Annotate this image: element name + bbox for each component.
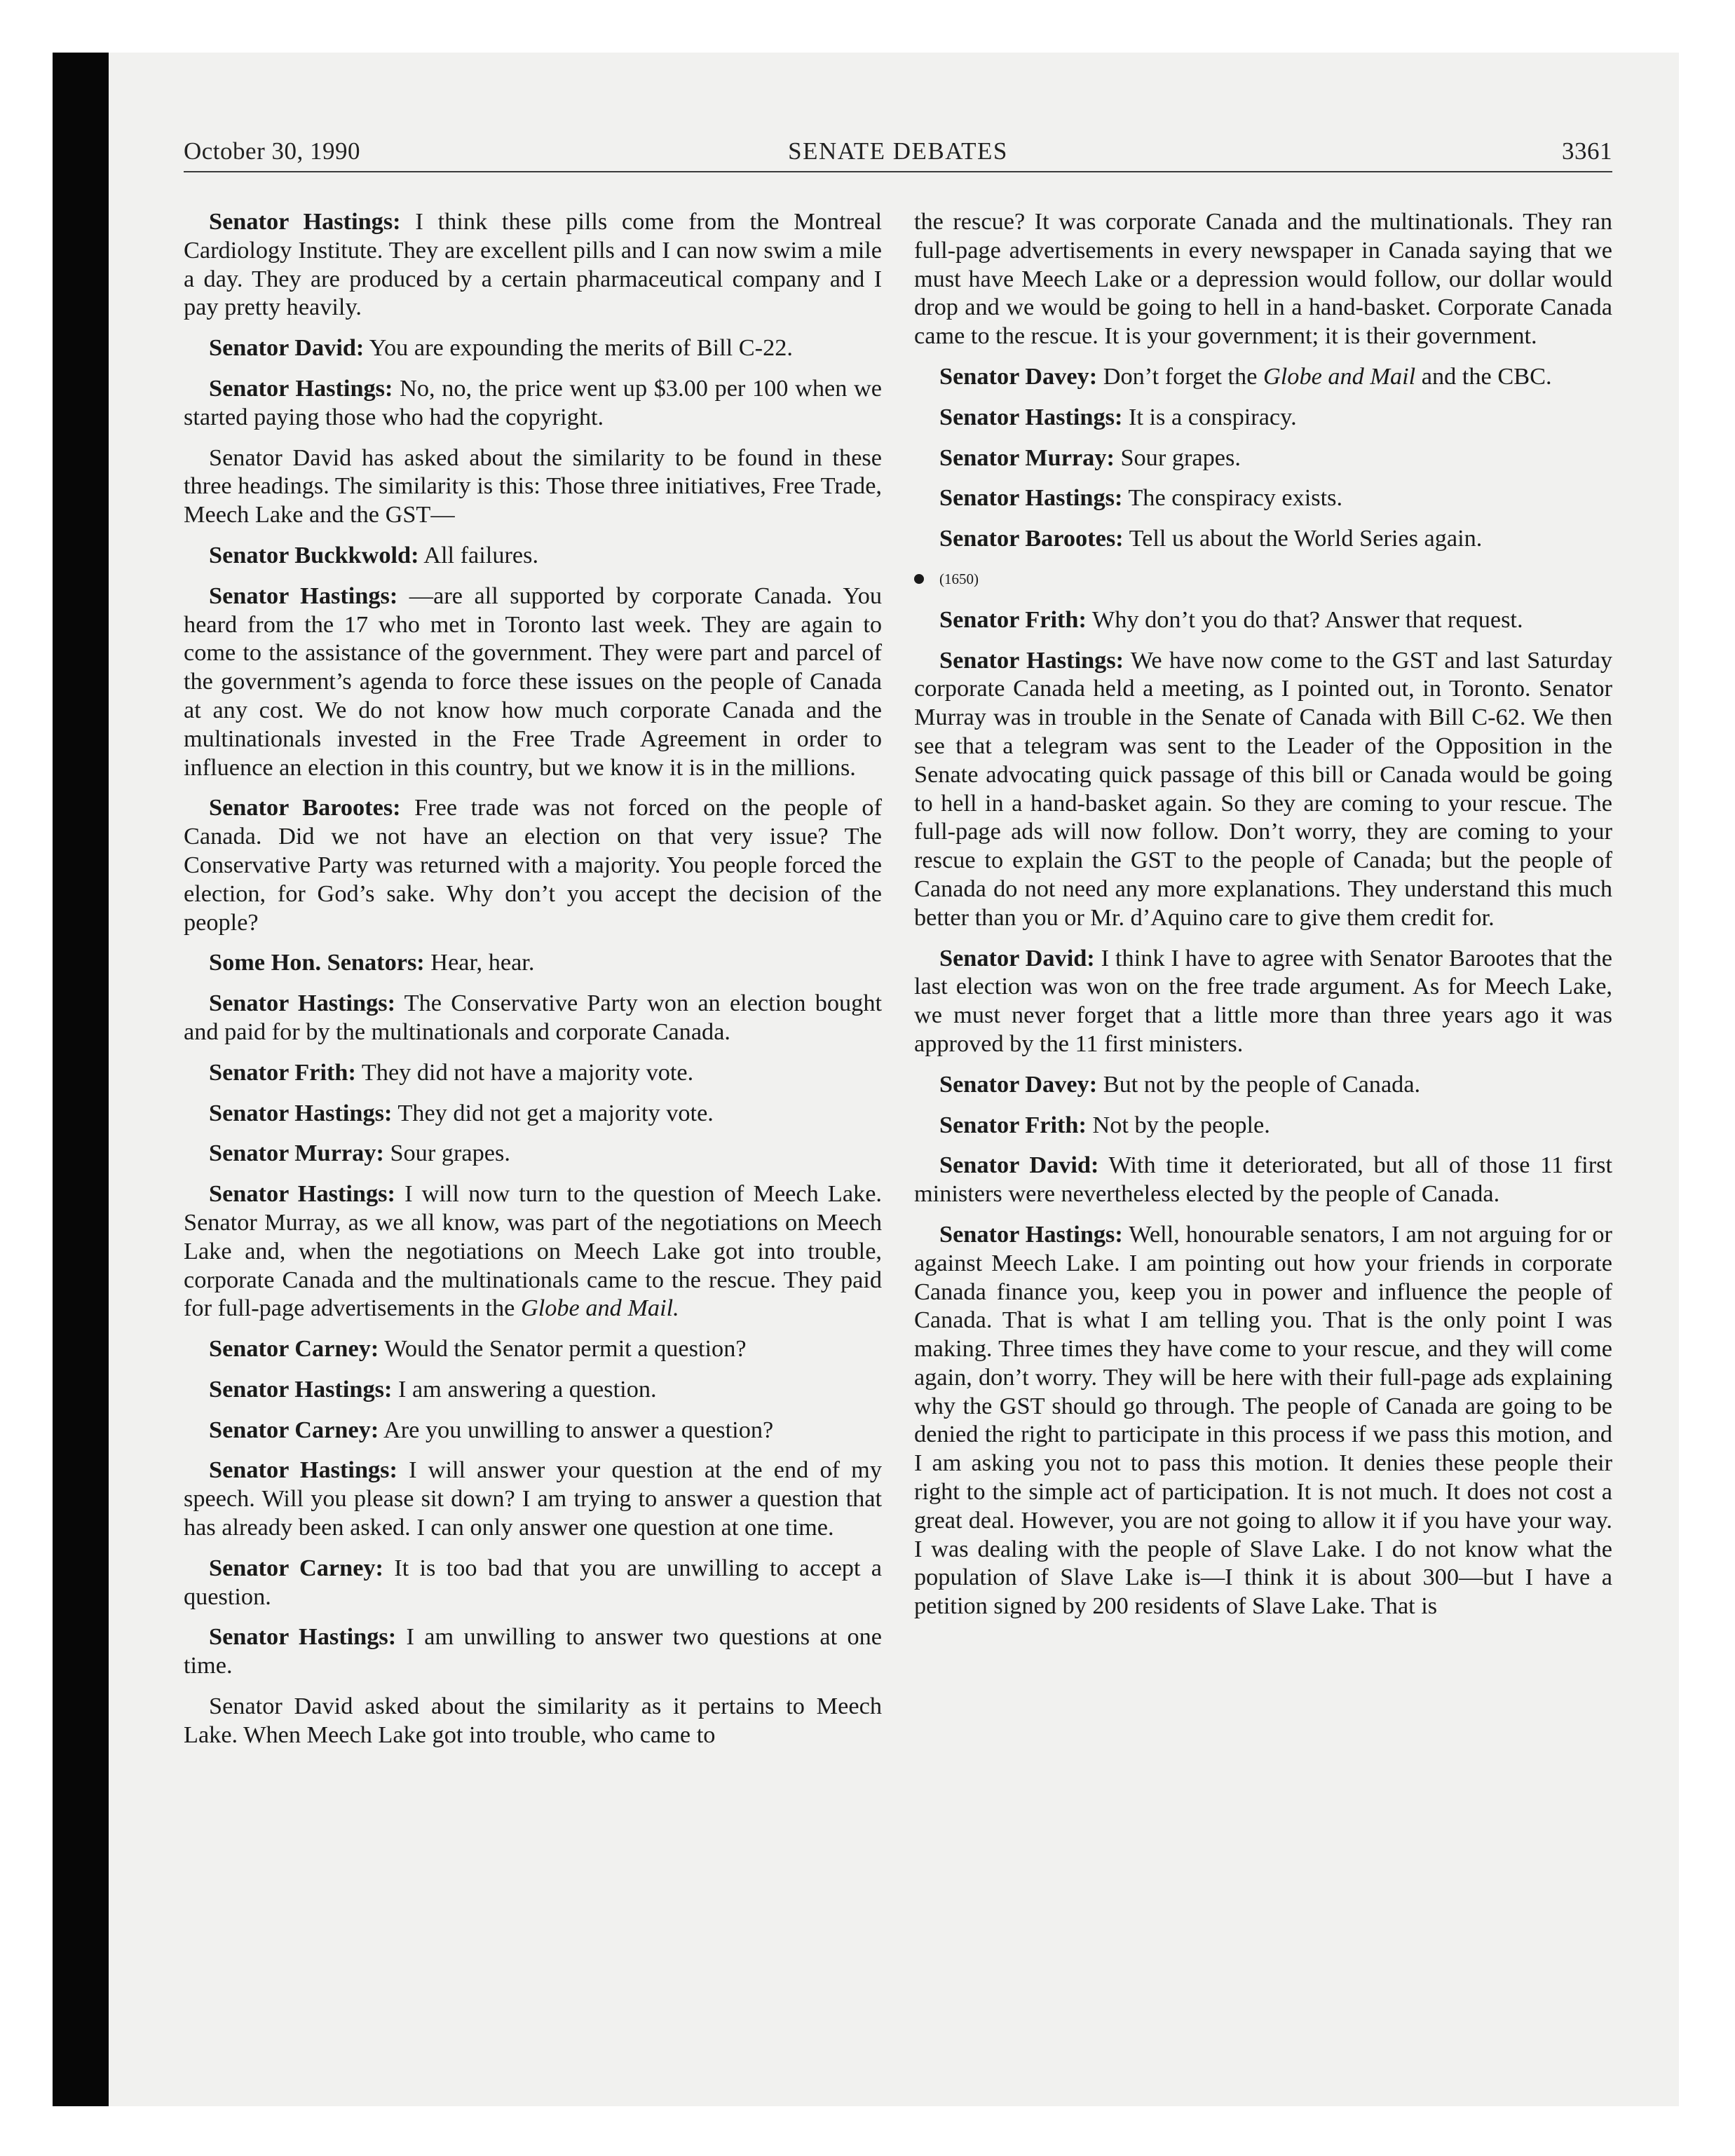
speech-text: Would the Senator permit a question? [384,1335,747,1363]
speech-text: Not by the people. [1092,1111,1270,1138]
speech-paragraph [184,1058,882,1087]
speaker-name: Senator Davey: [939,1070,1098,1098]
speaker-name: Senator Hastings: [939,484,1123,512]
speech-paragraph [184,948,882,977]
speech-text: I will answer your question at the end of my speech. Will you please sit down? I am trying to answer a question that has already been asked. I can only answer one question at one time. [184,1456,882,1541]
speech-text: We have now come to the GST and last Saturday corporate Canada held a meeting, as I pointed out, in Toronto. Senator Murray was in trouble in the Senate of Canada with Bill C-62. We then see that a telegram was sent to the Leader of the Opposition in the Senate advocating quick passage of this bill or Canada would be going to hell in a hand-basket again. So they are coming to your rescue. The full-page ads will now follow. Don’t worry, they are coming to your rescue to explain the GST to the people of Canada; but the people of Canada do not need any more explanations. They understand this much better than you or Mr. d’Aquino care to give them credit for. [914,646,1612,931]
speech-paragraph [184,1099,882,1128]
speech-text: You are expounding the merits of Bill C-22. [369,334,793,362]
speech-text: I think I have to agree with Senator Barootes that the last election was won on the free trade argument. As for Meech Lake, we must never forget that a little more than three years ago it was approved by the 11 first ministers. [914,944,1612,1057]
running-header [184,137,1612,172]
speech-text: Hear, hear. [430,949,535,976]
left-column [184,207,882,1761]
speech-paragraph [184,1623,882,1680]
speech-paragraph [184,207,882,322]
speaker-name: Senator David: [939,1152,1099,1179]
right-column [914,207,1612,1632]
speech-text: I think these pills come from the Montreal Cardiology Institute. They are excellent pills and I can now swim a mile a day. They are produced by a certain pharmaceutical company and I pay pretty heavily. [184,208,882,321]
continued-paragraph: the rescue? It was corporate Canada and the multinationals. They ran full-page advertisements in every newspaper in Canada saying that we must have Meech Lake or a depression would follow, our dollar would drop and we would be going to hell in a hand-basket. Corporate Canada came to the rescue. It is your government; it is their government. [914,208,1612,350]
speech-paragraph [184,582,882,782]
header-rule [184,171,1612,172]
speech-paragraph [184,1692,882,1749]
speaker-name: Senator Barootes: [939,525,1124,552]
speaker-name: Senator Hastings: [939,1220,1123,1248]
speech-text: Free trade was not forced on the people of Canada. Did we not have an election on that very issue? The Conservative Party was returned with a majority. You people forced the election, for God’s sake. Why don’t you accept the decision of the people? [184,794,883,936]
speech-text: Senator David has asked about the similarity to be found in these three headings. The similarity is this: Those three initiatives, Free Trade, Meech Lake and the GST— [184,444,882,528]
speech-paragraph [184,1375,882,1404]
speech-text: No, no, the price went up $3.00 per 100 when we started paying those who had the copyright. [184,374,882,430]
speaker-name: Senator Frith: [209,1058,356,1086]
speech-text: But not by the people of Canada. [1103,1070,1421,1098]
speaker-name: Senator Buckkwold: [209,541,419,568]
page-number: 3361 [1562,137,1612,165]
speech-text: I am unwilling to answer two questions at one time. [184,1623,883,1679]
speech-text: Don’t forget the [1103,362,1263,390]
speech-paragraph [914,1220,1612,1621]
speech-paragraph [914,1111,1612,1140]
speech-paragraph [914,362,1612,391]
speech-paragraph [184,1416,882,1445]
speech-paragraph [914,403,1612,432]
speech-paragraph [184,444,882,529]
speech-paragraph [914,944,1612,1058]
speech-paragraph [184,334,882,362]
speaker-name: Senator Hastings: [209,374,393,402]
speech-text: The conspiracy exists. [1128,484,1343,512]
speaker-name: Senator Hastings: [209,1623,397,1651]
time-marker-text: (1650) [939,570,979,587]
speech-paragraph [914,524,1612,553]
speech-text: It is a conspiracy. [1128,403,1297,430]
speaker-name: Senator Carney: [209,1554,383,1581]
speech-text: —are all supported by corporate Canada. You heard from the 17 who met in Toronto last week. They are again to come to the assistance of the government. They were part and parcel of the government’s agenda to force these issues on the people of Canada at any cost. We do not know how much corporate Canada and the multinationals invested in the Free Trade Agreement in order to influence an election in this country, but we know it is in the millions. [184,582,882,781]
speech-paragraph [914,1070,1612,1099]
speech-paragraph [184,1456,882,1541]
speech-paragraph [914,444,1612,472]
speaker-name: Senator Davey: [939,362,1098,390]
speaker-name: Senator Hastings: [209,1180,395,1208]
italic-title: Globe and Mail [1263,362,1416,390]
speaker-name: Some Hon. Senators: [209,949,425,976]
speech-paragraph [914,484,1612,512]
speech-paragraph [914,1151,1612,1208]
speech-text: Well, honourable senators, I am not arguing for or against Meech Lake. I am pointing out how your friends in corporate Canada finance you, keep you in power and influence the people of Canada. That is what I am telling you. That is the only point I was making. Three times they have come to your rescue, and they will come again, don’t worry. They will be here with their full-page ads explaining why the GST should go through. The people of Canada are going to be denied the right to participate in this process if we pass this motion, and I am asking you not to pass this motion. It denies these people their right to the simple act of participation. It is not much. It does not cost a great deal. However, you are not going to allow it if you have your way. I was dealing with the people of Slave Lake. I do not know what the population of Slave Lake is—I think it is about 300—but I have a petition signed by 200 residents of Slave Lake. That is [914,1220,1612,1620]
speaker-name: Senator Hastings: [209,1456,397,1484]
speaker-name: Senator Frith: [939,1111,1087,1138]
speaker-name: Senator Barootes: [209,794,401,821]
speech-text: All failures. [423,541,539,568]
speech-paragraph [914,646,1612,932]
speaker-name: Senator Murray: [939,444,1115,471]
speaker-name: Senator Hastings: [209,582,398,609]
speaker-name: Senator Hastings: [939,646,1124,674]
speech-text: Sour grapes. [1120,444,1241,471]
speaker-name: Senator Hastings: [209,208,401,235]
speech-paragraph [184,1554,882,1611]
header-publication: SENATE DEBATES [788,137,1008,165]
speech-paragraph [184,1139,882,1168]
speech-text: Tell us about the World Series again. [1129,525,1483,552]
scan-edge-bar [53,53,109,2106]
speaker-name: Senator David: [209,334,365,362]
speaker-name: Senator David: [939,944,1095,971]
speaker-name: Senator Frith: [939,606,1087,633]
speech-text: The Conservative Party won an election bought and paid for by the multinationals and corporate Canada. [184,990,882,1045]
time-marker [914,565,1612,594]
speech-text: I am answering a question. [397,1375,657,1403]
speaker-name: Senator Hastings: [939,403,1123,430]
speech-text: Are you unwilling to answer a question? [383,1416,774,1443]
speaker-name: Senator Murray: [209,1140,384,1167]
speaker-name: Senator Hastings: [209,990,396,1017]
speech-text: They did not get a majority vote. [397,1099,714,1126]
speech-text: Why don’t you do that? Answer that request. [1091,606,1523,633]
speech-paragraph [184,374,882,432]
speech-paragraph [184,1335,882,1363]
speech-paragraph [184,1180,882,1323]
speech-text: Sour grapes. [390,1140,510,1167]
bullet-icon [914,574,924,584]
speech-text: Senator David asked about the similarity as it pertains to Meech Lake. When Meech Lake got into trouble, who came to [184,1693,882,1748]
speaker-name: Senator Hastings: [209,1375,393,1403]
header-date: October 30, 1990 [184,137,360,165]
speech-text: They did not have a majority vote. [361,1058,694,1086]
speaker-name: Senator Hastings: [209,1099,393,1126]
speech-text: I will now turn to the question of Meech Lake. Senator Murray, as we all know, was part of the negotiations on Meech Lake and, when the negotiations on Meech Lake got into trouble, corporate Canada and the multinationals came to the rescue. They paid for full-page advertisements in the [184,1180,882,1322]
speech-paragraph [914,606,1612,634]
speech-paragraph [184,989,882,1046]
speech-paragraph [184,793,882,936]
speech-text-after: and the CBC. [1415,362,1552,390]
speech-text: With time it deteriorated, but all of those 11 first ministers were nevertheless elected by the people of Canada. [914,1152,1612,1208]
speech-text: It is too bad that you are unwilling to accept a question. [184,1554,882,1610]
speech-paragraph [184,541,882,570]
speaker-name: Senator Carney: [209,1335,379,1363]
italic-title: Globe and Mail. [520,1295,679,1322]
speaker-name: Senator Carney: [209,1416,379,1443]
